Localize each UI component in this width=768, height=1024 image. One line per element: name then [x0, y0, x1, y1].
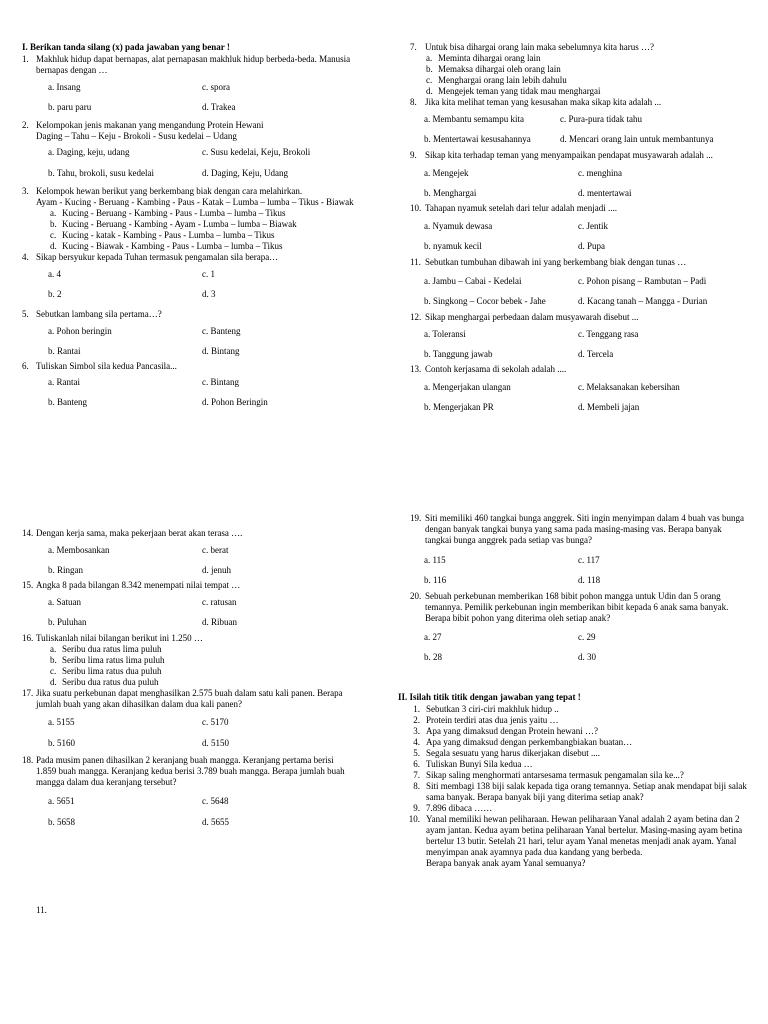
- question-15: [22, 580, 372, 591]
- option-a[interactable]: a. 5155: [48, 717, 75, 727]
- options-16: [22, 644, 372, 688]
- question-number: 11.: [410, 257, 421, 267]
- question-text: Jika suatu perkebunan dapat menghasilkan 2.575 buah dalam satu kali panen. Berapa jumlah buah yang akan dihasilkan dalam dua kali panen?: [36, 688, 343, 709]
- question-text: Sikap bersyukur kepada Tuhan termasuk pengamalan sila berapa…: [36, 252, 279, 262]
- option-a[interactable]: a. 4: [48, 269, 61, 279]
- option-d[interactable]: d. Trakea: [202, 102, 236, 112]
- question-number: 18.: [22, 755, 34, 765]
- option-a[interactable]: a. Membantu semampu kita: [424, 114, 524, 124]
- section-2: [398, 692, 748, 869]
- option-b[interactable]: b. 116: [424, 575, 447, 585]
- question-number: 2.: [22, 120, 29, 130]
- option-b[interactable]: b. Tanggung jawab: [424, 349, 493, 359]
- question-text: Untuk bisa dihargai orang lain maka sebelumnya kita harus …?: [425, 42, 655, 52]
- left-column-lower: [22, 528, 372, 828]
- options-11: [410, 276, 750, 309]
- option-d[interactable]: d. 5655: [202, 817, 229, 827]
- option-b[interactable]: b. Rantai: [48, 346, 81, 356]
- option-a[interactable]: a. Satuan: [48, 597, 81, 607]
- option-d[interactable]: d. Pohon Beringin: [202, 397, 268, 407]
- option-b[interactable]: b. Menghargai: [424, 188, 477, 198]
- question-number: 20.: [410, 591, 422, 601]
- question-number: 13.: [410, 364, 422, 374]
- option-b[interactable]: b. Seribu lima ratus lima puluh: [50, 655, 165, 665]
- left-column: [22, 42, 372, 408]
- option-d[interactable]: d. 30: [578, 652, 596, 662]
- question-number: 10.: [410, 203, 422, 213]
- question-number: 4.: [22, 252, 29, 262]
- options-13: [410, 382, 750, 413]
- question-number: 8.: [410, 97, 417, 107]
- option-c[interactable]: c. Banteng: [202, 326, 241, 336]
- option-c[interactable]: c. spora: [202, 82, 230, 92]
- option-c[interactable]: c. 5170: [202, 717, 229, 727]
- question-5: [22, 309, 372, 320]
- option-b[interactable]: b. Ringan: [48, 565, 83, 575]
- essay-item: 4. Apa yang dimaksud dengan perkembangbiakan buatan…: [413, 737, 633, 747]
- question-text: Kelompok hewan berikut yang berkembang biak dengan cara melahirkan.: [36, 186, 303, 196]
- essay-item: 5. Segala sesuatu yang harus dikerjakan disebut ....: [413, 748, 600, 758]
- option-c[interactable]: c. 117: [578, 555, 600, 565]
- essay-item: 2. Protein terdiri atas dua jenis yaitu …: [413, 715, 559, 725]
- question-number: 15.: [22, 580, 34, 590]
- question-2: [22, 120, 372, 142]
- option-c[interactable]: c. Pohon pisang – Rambutan – Padi: [578, 276, 707, 286]
- option-d[interactable]: d. 5150: [202, 738, 229, 748]
- option-a[interactable]: a. Membosankan: [48, 545, 110, 555]
- option-b[interactable]: b. 2: [48, 289, 62, 299]
- option-a[interactable]: a. Meminta dihargai orang lain: [426, 53, 541, 63]
- option-b[interactable]: b. 5658: [48, 817, 75, 827]
- option-a[interactable]: a. Mengejek: [424, 168, 469, 178]
- question-4: [22, 252, 372, 263]
- question-text: Siti memiliki 460 tangkai bunga anggrek. Siti ingin menyimpan dalam 4 buah vas bunga dengan banyak tangkai bunya yang sama pada masing-masing vas. Berapa banyak tangkai bunga anggrek pada setiap vas bunga?: [425, 513, 744, 545]
- option-b[interactable]: b. Puluhan: [48, 617, 87, 627]
- option-c[interactable]: c. Pura-pura tidak tahu: [560, 114, 642, 124]
- question-number: 6.: [22, 361, 29, 371]
- option-d[interactable]: d. Kucing - Biawak - Kambing - Paus - Lumba – lumba – Tikus: [50, 241, 283, 251]
- question-3: [22, 186, 372, 208]
- option-a[interactable]: a. Rantai: [48, 377, 80, 387]
- question-9: [410, 150, 750, 161]
- options-14: [22, 545, 372, 576]
- question-14: [22, 528, 372, 539]
- right-column-lower: [410, 513, 750, 663]
- question-text-line2: Ayam - Kucing - Beruang - Kambing - Paus - Katak – Lumba – lumba – Tikus - Biawak: [36, 197, 354, 207]
- question-number: 3.: [22, 186, 29, 196]
- question-number: 9.: [410, 150, 417, 160]
- essay-item: 8. Siti membagi 138 biji salak kepada tiga orang temannya. Setiap anak mendapat biji salak sama banyak. Berapa banyak biji yang diterima setiap anak?: [413, 781, 747, 802]
- question-text: Sikap kita terhadap teman yang menyampaikan pendapat musyawarah adalah ...: [425, 150, 713, 160]
- question-text: Sebutkan tumbuhan dibawah ini yang berkembang biak dengan tunas …: [425, 257, 687, 267]
- essay-item: 7. Sikap saling menghormati antarsesama termasuk pengamalan sila ke...?: [413, 770, 684, 780]
- question-13: [410, 364, 750, 375]
- section-2-title: II. Isilah titik titik dengan jawaban yang tepat !: [398, 692, 581, 702]
- essay-item: 3. Apa yang dimaksud dengan Protein hewani …?: [413, 726, 598, 736]
- question-text: Pada musim panen dihasilkan 2 keranjang buah mangga. Keranjang pertama berisi 1.859 buah mangga. Keranjang kedua berisi 3.789 buah mangga. Berapa jumlah buah mangga dalam dua keranjang tersebut?: [36, 755, 345, 787]
- option-a[interactable]: a. Seribu dua ratus lima puluh: [50, 644, 162, 654]
- option-c[interactable]: c. Susu kedelai, Keju, Brokoli: [202, 147, 311, 157]
- question-text: Sebuah perkebunan memberikan 168 bibit pohon mangga untuk Udin dan 5 orang temannya. Pemilik perkebunan ingin memberikan bibit kepada 6 anak sama banyak. Berapa bibit pohon yang diterima oleh setiap anak?: [425, 591, 729, 623]
- option-b[interactable]: b. nyamuk kecil: [424, 241, 482, 251]
- options-19: [410, 555, 750, 586]
- option-b[interactable]: b. paru paru: [48, 102, 92, 112]
- option-b[interactable]: b. Memaksa dihargai oleh orang lain: [426, 64, 561, 74]
- question-text-line2: Daging – Tahu – Keju - Brokoli - Susu kedelai – Udang: [36, 131, 237, 141]
- question-19: [410, 513, 750, 546]
- option-c[interactable]: c. Seribu lima ratus dua puluh: [50, 666, 162, 676]
- options-6: [22, 377, 372, 408]
- option-d[interactable]: d. jenuh: [202, 565, 231, 575]
- option-d[interactable]: d. Mencari orang lain untuk membantunya: [560, 134, 714, 144]
- options-8: [410, 114, 750, 145]
- options-9: [410, 168, 750, 199]
- option-b[interactable]: b. 5160: [48, 738, 75, 748]
- option-b[interactable]: b. Singkong – Cocor bebek - Jahe: [424, 295, 546, 306]
- option-b[interactable]: b. Banteng: [48, 397, 87, 407]
- option-a[interactable]: a. Kucing - Beruang - Kambing - Paus - Lumba – lumba – Tikus: [50, 208, 286, 218]
- option-b[interactable]: b. 28: [424, 652, 442, 662]
- option-d[interactable]: d. Mengejek teman yang tidak mau menghargai: [426, 86, 601, 96]
- options-12: [410, 329, 750, 360]
- question-text: Contoh kerjasama di sekolah adalah ....: [425, 364, 567, 374]
- question-8: [410, 97, 750, 108]
- option-d[interactable]: d. Pupa: [578, 241, 605, 251]
- option-d[interactable]: d. Ribuan: [202, 617, 237, 627]
- option-a[interactable]: a. Daging, keju, udang: [48, 147, 130, 157]
- option-a[interactable]: a. 27: [424, 632, 442, 642]
- option-a[interactable]: a. Toleransi: [424, 329, 466, 339]
- question-text: Tuliskan Simbol sila kedua Pancasila...: [36, 361, 177, 371]
- option-b[interactable]: b. Mengerjakan PR: [424, 402, 494, 412]
- option-a[interactable]: a. 115: [424, 555, 446, 565]
- question-20: [410, 591, 750, 624]
- question-7: [410, 42, 750, 53]
- question-11: [410, 257, 750, 268]
- option-d[interactable]: d. Membeli jajan: [578, 402, 640, 412]
- option-b[interactable]: b. Mentertawai kesusahannya: [424, 134, 531, 144]
- section-1-title: I. Berikan tanda silang (x) pada jawaban yang benar !: [22, 42, 230, 52]
- option-c[interactable]: c. Menghargai orang lain lebih dahulu: [426, 75, 567, 85]
- option-a[interactable]: a. 5651: [48, 796, 75, 806]
- options-1: [22, 82, 372, 113]
- option-b[interactable]: b. Kucing - Beruang - Kambing - Ayam - Lumba – lumba – Biawak: [50, 219, 297, 229]
- option-a[interactable]: a. Nyamuk dewasa: [424, 221, 493, 231]
- option-c[interactable]: c. 5648: [202, 796, 229, 806]
- option-d[interactable]: d. Seribu dua ratus dua puluh: [50, 677, 159, 687]
- question-text: Sikap menghargai perbedaan dalam musyawarah disebut ...: [425, 312, 639, 322]
- essay-item: 9. 7.896 dibaca ……: [413, 803, 493, 813]
- option-c[interactable]: c. menghina: [578, 168, 622, 178]
- question-text: Tuliskanlah nilai bilangan berikut ini 1.250 …: [36, 633, 203, 643]
- option-a[interactable]: a. Insang: [48, 82, 81, 92]
- option-d[interactable]: d. mentertawai: [578, 188, 632, 198]
- question-text: Tahapan nyamuk setelah dari telur adalah menjadi ....: [425, 203, 618, 213]
- question-text: Makhluk hidup dapat bernapas, alat pernapasan makhluk hidup berbeda-beda. Manusia bernapas dengan …: [36, 54, 351, 75]
- option-c[interactable]: c. Tenggang rasa: [578, 329, 639, 339]
- option-c[interactable]: c. Kucing - katak - Kambing - Paus - Lumba – lumba – Tikus: [50, 230, 275, 240]
- question-text: Angka 8 pada bilangan 8.342 menempati nilai tempat …: [36, 580, 241, 590]
- option-d[interactable]: d. Bintang: [202, 346, 240, 356]
- options-15: [22, 597, 372, 628]
- option-c[interactable]: c. berat: [202, 545, 229, 555]
- right-column: [410, 42, 750, 413]
- option-d[interactable]: d. 118: [578, 575, 601, 585]
- question-17: [22, 688, 372, 710]
- option-d[interactable]: d. Tercela: [578, 349, 614, 359]
- options-2: [22, 147, 372, 179]
- question-text: Dengan kerja sama, maka pekerjaan berat akan terasa ….: [36, 528, 243, 538]
- options-20: [410, 632, 750, 663]
- question-text: Jika kita melihat teman yang kesusahan maka sikap kita adalah ...: [425, 97, 662, 107]
- option-a[interactable]: a. Mengerjakan ulangan: [424, 382, 511, 392]
- option-c[interactable]: c. Melaksanakan kebersihan: [578, 382, 680, 392]
- option-c[interactable]: c. ratusan: [202, 597, 237, 607]
- question-10: [410, 203, 750, 214]
- option-d[interactable]: d. Daging, Keju, Udang: [202, 168, 288, 178]
- question-number: 12.: [410, 312, 422, 322]
- options-7: [410, 53, 750, 97]
- essay-list: [398, 704, 748, 869]
- options-4: [22, 269, 372, 300]
- options-17: [22, 717, 372, 749]
- question-number: 19.: [410, 513, 422, 523]
- trailing-number: 11.: [36, 905, 47, 915]
- option-c[interactable]: c. 29: [578, 632, 596, 642]
- essay-item: 1. Sebutkan 3 ciri-ciri makhluk hidup ..: [413, 704, 559, 714]
- question-text: Kelompokan jenis makanan yang mengandung Protein Hewani: [36, 120, 264, 130]
- question-number: 17.: [22, 688, 34, 698]
- options-18: [22, 796, 372, 828]
- question-number: 7.: [410, 42, 417, 52]
- option-d[interactable]: d. Kacang tanah – Mangga - Durian: [578, 296, 708, 306]
- options-10: [410, 221, 750, 252]
- options-3: [22, 208, 372, 252]
- essay-item: 6. Tuliskan Bunyi Sila kedua …: [413, 759, 533, 769]
- question-16: [22, 633, 372, 644]
- option-a[interactable]: a. Pohon beringin: [48, 326, 112, 336]
- question-6: [22, 361, 372, 372]
- options-5: [22, 326, 372, 357]
- question-12: [410, 312, 750, 323]
- option-c[interactable]: c. Bintang: [202, 377, 239, 387]
- question-1: [22, 54, 372, 76]
- essay-item: 10. Yanal memiliki hewan peliharaan. Hewan peliharaan Yanal adalah 2 ayam betina dan 2 ayam jantan. Kedua ayam betina peliharaan Yanal bertelur. Masing-masing ayam betina bertelur 13 butir. Setelah 21 hari, telur ayam Yanal menetas menjadi anak ayam. Yanal menyimpan anak ayamnya pada dua kandang yang berbeda. Berapa banyak anak ayam Yanal semuanya?: [408, 814, 743, 868]
- option-c[interactable]: c. Jentik: [578, 221, 608, 231]
- option-a[interactable]: a. Jambu – Cabai - Kedelai: [424, 276, 522, 286]
- question-18: [22, 755, 372, 788]
- option-c[interactable]: c. 1: [202, 269, 215, 279]
- question-number: 16.: [22, 633, 34, 643]
- question-number: 5.: [22, 309, 29, 319]
- question-number: 14.: [22, 528, 34, 538]
- question-text: Sebutkan lambang sila pertama…?: [36, 309, 162, 319]
- option-b[interactable]: b. Tahu, brokoli, susu kedelai: [48, 168, 154, 178]
- question-number: 1.: [22, 54, 29, 64]
- option-d[interactable]: d. 3: [202, 289, 216, 299]
